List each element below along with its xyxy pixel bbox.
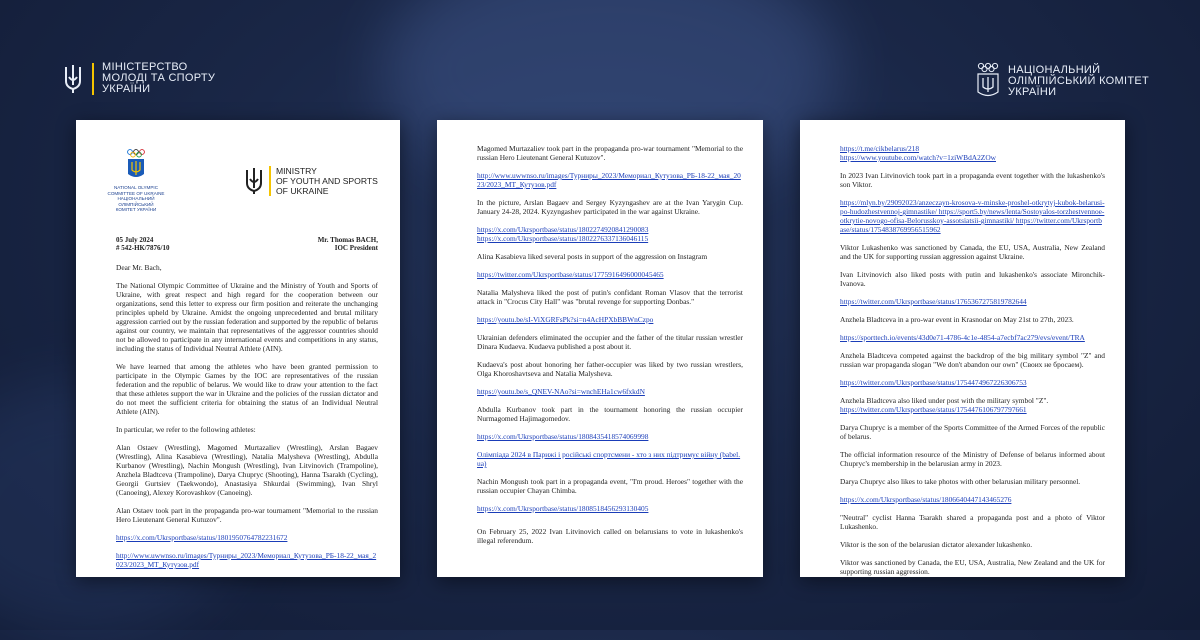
paragraph: Viktor is the son of the belarusian dictator alexander lukashenko. <box>840 540 1033 549</box>
evidence-link[interactable]: https://twitter.com/Ukrsportbase/status/1765367275819782644 <box>840 297 1027 306</box>
paragraph: "Neutral" cyclist Hanna Tsarakh shared a propaganda post and a photo of Viktor Lukashenko. <box>840 513 1105 531</box>
letter-page-1 <box>76 120 400 577</box>
accent-bar <box>269 166 271 196</box>
paragraph: Anzhela Bladtceva in a pro-war event in Krasnodar on May 21st to 27th, 2023. <box>840 315 1074 324</box>
evidence-link[interactable]: Олімпіада 2024 в Парижі і російські спортсмени - хто з них підтримує війну (babel.ua) <box>477 450 741 468</box>
paragraph: Ivan Litvinovich also liked posts with putin and lukashenko's associate Mironchik-Ivanova. <box>840 270 1105 288</box>
evidence-link[interactable]: https://x.com/Ukrsportbase/status/1806640447143465276 <box>840 495 1012 504</box>
salutation: Dear Mr. Bach, <box>116 263 162 272</box>
letter-meta <box>116 236 378 252</box>
header-left-line3: УКРАЇНИ <box>102 83 151 95</box>
evidence-link[interactable]: http://www.uwwnso.ru/images/Турниры_2023/Мемориал_Кутузова_РБ-18-22_мая_2023/2023_MT_Кутузов.pdf <box>116 551 377 569</box>
evidence-link[interactable]: https://mlyn.by/29092023/anzeczayn-krosova-v-minske-proshel-otkrytyj-kubok-belarusi-po-hudozhestvennoj-gimnastike/ https://sport5.by/news/lenta/Sostoyalos-torzhestvennoe-otkrytie-novogo-ofisa-Belorusskoy-assotsiatsii-gimnastiki/ https://twitter.com/Ukrsportbase/status/1754838769956515962 <box>840 198 1105 234</box>
noc-logo-line3: НАЦІОНАЛЬНИЙ ОЛІМПІЙСЬКИЙ <box>117 196 155 207</box>
recipient-title: IOC President <box>334 244 378 252</box>
paragraph: Anzhela Bladtceva also liked under post with the military symbol "Z". <box>840 396 1049 405</box>
paragraph: Natalia Malysheva liked the post of putin's confidant Roman Vlasov that the terrorist attack in "Crocus City Hall" was "brutal revenge for supporting Donbas." <box>477 288 743 306</box>
letter-date: 05 July 2024 <box>116 236 154 244</box>
paragraph: Kudaeva's post about honoring her father-occupier was liked by two russian wrestlers, Olga Khoroshavtseva and Natalia Malysheva. <box>477 360 743 378</box>
evidence-link[interactable]: https://youtu.be/sI-ViXGRFsPk?si=n4AcHPXbBBWnCzpo <box>477 315 654 324</box>
paragraph: Viktor was sanctioned by Canada, the EU, USA, Australia, New Zealand and the UK for supporting russian aggression. <box>840 558 1105 576</box>
paragraph: Abdulla Kurbanov took part in the tournament honoring the russian occupier Nurmagomed Hajimagomedov. <box>477 405 743 423</box>
evidence-link[interactable]: https://twitter.com/Ukrsportbase/status/1775916496000045465 <box>477 270 664 279</box>
header-right-line2: ОЛІМПІЙСЬКИЙ КОМІТЕТ <box>1008 74 1150 87</box>
header-left-line1: МІНІСТЕРСТВО <box>102 61 188 73</box>
paragraph: The National Olympic Committee of Ukraine and the Ministry of Youth and Sports of Ukraine, with great respect and high regard for the cooperation between our organizations, send this letter to express our firm position and reiterate the unchanging principles upheld by Ukraine. Amidst the ongoing unprecedented and brutal military aggression carried out by the russian federation and supported by the republic of belarus against our country, we maintain that representatives of the aggressor countries should not be allowed to participate in any international events and competitions in any status, including the status of Individual Neutral Athlete (AIN). <box>116 281 378 353</box>
paragraph: The official information resource of the Ministry of Defense of belarus informed about Chupryc's membership in the belarusian army in 2023. <box>840 450 1105 468</box>
evidence-link[interactable]: https://x.com/Ukrsportbase/status/1802276337136046115 <box>477 234 649 243</box>
paragraph: Alina Kasabieva liked several posts in support of the aggression on Instagram <box>477 252 708 261</box>
ministry-logo <box>244 166 378 196</box>
trident-icon <box>244 166 264 196</box>
evidence-link[interactable]: https://x.com/Ukrsportbase/status/1808435418574069998 <box>477 432 649 441</box>
paragraph: In the picture, Arslan Bagaev and Sergey Kyzyngashev are at the Ivan Yarygin Cup. January 24-28, 2024. Kyzyngashev participated in the war against Ukraine. <box>477 198 743 216</box>
evidence-link[interactable]: http://www.uwwnso.ru/images/Турниры_2023/Мемориал_Кутузова_РБ-18-22_мая_2023/2023_MT_Кутузов.pdf <box>477 171 741 189</box>
letter-page-2 <box>437 120 763 577</box>
noc-header-text <box>1008 65 1149 98</box>
evidence-link[interactable]: https://twitter.com/Ukrsportbase/status/1754474967226306753 <box>840 378 1027 387</box>
noc-header <box>976 62 1149 100</box>
evidence-link[interactable]: https://twitter.com/Ukrsportbase/status/1754476106797797661 <box>840 405 1027 414</box>
header-right-line1: НАЦІОНАЛЬНИЙ <box>1008 63 1101 76</box>
noc-logo-line4: КОМІТЕТ УКРАЇНИ <box>115 207 157 212</box>
paragraph: Ukrainian defenders eliminated the occupier and the father of the titular russian wrestler Dinara Kudaeva. Kudaeva published a post about it. <box>477 333 743 351</box>
evidence-link[interactable]: https://t.me/cikbelarus/218 <box>840 144 920 153</box>
paragraph: Darya Chupryc also likes to take photos with other belarusian military personnel. <box>840 477 1081 486</box>
letter-body-3 <box>840 144 1105 577</box>
paragraph: Viktor Lukashenko was sanctioned by Canada, the EU, USA, Australia, New Zealand and the UK for supporting russian aggression against Ukraine. <box>840 243 1105 261</box>
ministry-logo-text <box>276 166 378 196</box>
ministry-logo-line2: OF YOUTH AND SPORTS <box>276 176 378 186</box>
paragraph: Anzhela Bladtceva competed against the backdrop of the big military symbol "Z" and russian war propaganda slogan "We don't abandon our own" (Своих не бросаем). <box>840 351 1105 369</box>
paragraph: Darya Chupryc is a member of the Sports Committee of the Armed Forces of the republic of belarus. <box>840 423 1105 441</box>
evidence-link[interactable]: https://x.com/Ukrsportbase/status/1808518456293130405 <box>477 504 649 513</box>
paragraph: In particular, we refer to the following athletes: <box>116 425 256 434</box>
letter-body-2 <box>477 144 743 554</box>
recipient-name: Mr. Thomas BACH, <box>317 236 378 244</box>
letter-page-3 <box>800 120 1125 577</box>
letter-body-1 <box>116 263 378 577</box>
evidence-link[interactable]: https://x.com/Ukrsportbase/status/1802274920841290083 <box>477 225 649 234</box>
paragraph: Alan Ostaev took part in the propaganda pro-war tournament "Memorial to the russian Hero Lieutenant General Kutuzov". <box>116 506 378 524</box>
ministry-header <box>62 62 215 95</box>
noc-emblem-icon <box>125 148 147 182</box>
paragraph: On February 25, 2022 Ivan Litvinovich called on belarusians to vote in lukashenko's illegal referendum. <box>477 527 743 545</box>
noc-logo <box>106 148 166 213</box>
header-left-line2: МОЛОДІ ТА СПОРТУ <box>102 72 216 84</box>
evidence-link[interactable]: https://youtu.be/s_QNEV-NAo?si=wnchEHa1cw6fxkdN <box>477 387 645 396</box>
header-right-line3: УКРАЇНИ <box>1008 85 1057 98</box>
olympic-trident-icon <box>976 62 1000 100</box>
ministry-header-text <box>102 62 215 95</box>
accent-bar <box>92 63 94 95</box>
paragraph: In 2023 Ivan Litvinovich took part in a propaganda event together with the lukashenko's son Viktor. <box>840 171 1105 189</box>
noc-logo-line2: COMMITTEE OF UKRAINE <box>107 190 165 196</box>
evidence-link[interactable]: https://x.com/Ukrsportbase/status/1801950764782231672 <box>116 533 288 542</box>
trident-icon <box>62 63 84 95</box>
ministry-logo-line3: OF UKRAINE <box>276 186 329 196</box>
paragraph: Magomed Murtazaliev took part in the propaganda pro-war tournament "Memorial to the russian Hero Lieutenant General Kutuzov". <box>477 144 743 162</box>
evidence-link[interactable]: https://sporttech.io/events/43d0e71-4786-4c1e-4854-a7ecbf7ac279/evs/event/TRA <box>840 333 1085 342</box>
letter-reference: # 542-НК/7876/10 <box>116 244 170 252</box>
noc-logo-line1: NATIONAL OLYMPIC <box>113 185 159 190</box>
ministry-logo-line1: MINISTRY <box>276 166 317 176</box>
paragraph: We have learned that among the athletes who have been granted permission to participate in the Olympic Games by the IOC are representatives of the russian federation and the republic of belarus. We would like to draw your attention to the fact that these athletes support the war in Ukraine and the policies of the russian dictator and do not meet the sufficient criteria for obtaining the status of an Individual Neutral Athlete (AIN). <box>116 362 378 416</box>
evidence-link[interactable]: https://www.youtube.com/watch?v=1ziWBdA2ZOw <box>840 153 996 162</box>
paragraph: Nachin Mongush took part in a propaganda event, "I'm proud. Heroes" together with the russian occupier Chayan Chimba. <box>477 477 743 495</box>
paragraph: Alan Ostaev (Wrestling), Magomed Murtazaliev (Wrestling), Arslan Bagaev (Wrestling), Alina Kasabieva (Wrestling), Natalia Malysheva (Wrestling), Abdulla Kurbanov (Wrestling), Nachin Mongush (Wrestling), Ivan Litvinovich (Trampoline), Anzhela Bladtceva (Trampoline), Darya Chupryc (Shooting), Hanna Tsarakh (Cycling), Georgii Gurtsiev (Taekwondo), Anastasiya Shkurdai (Swimming), Ivan Shryl (Canoeing), Alexey Korovashkov (Canoeing). <box>116 443 378 497</box>
